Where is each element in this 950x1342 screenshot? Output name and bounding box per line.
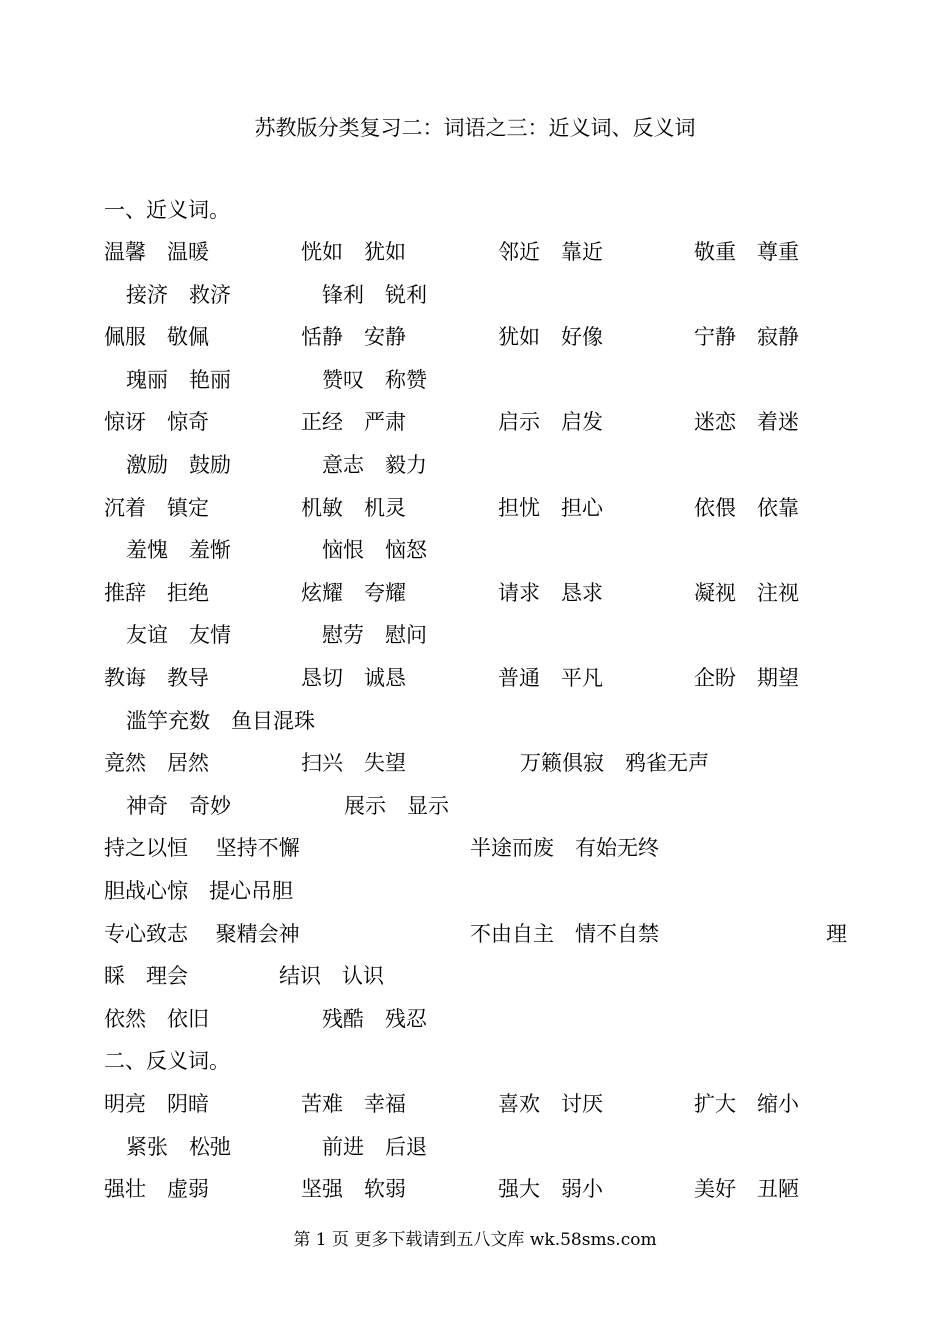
word-pair: 理 xyxy=(826,922,847,946)
word-pair: 恳切 诚恳 xyxy=(301,666,406,690)
word-pair: 友谊 友情 xyxy=(126,623,231,647)
word-pair: 企盼 期望 xyxy=(694,666,799,690)
word-pair: 睬 理会 xyxy=(104,964,188,988)
word-pair: 机敏 机灵 xyxy=(301,496,406,520)
word-pair: 赞叹 称赞 xyxy=(322,368,427,392)
word-pair: 请求 恳求 xyxy=(498,581,603,605)
word-pair: 持之以恒 坚持不懈 xyxy=(104,836,300,860)
word-pair: 苦难 幸福 xyxy=(301,1092,406,1116)
word-pair: 竟然 居然 xyxy=(104,751,209,775)
word-pair: 强壮 虚弱 xyxy=(104,1177,209,1201)
word-pair: 紧张 松弛 xyxy=(126,1135,231,1159)
word-pair: 美好 丑陋 xyxy=(694,1177,799,1201)
word-pair: 宁静 寂静 xyxy=(694,325,799,349)
word-pair: 敬重 尊重 xyxy=(694,240,799,264)
word-pair: 激励 鼓励 xyxy=(126,453,231,477)
word-pair: 坚强 软弱 xyxy=(301,1177,406,1201)
word-pair: 沉着 镇定 xyxy=(104,496,209,520)
word-pair: 邻近 靠近 xyxy=(498,240,603,264)
word-pair: 明亮 阴暗 xyxy=(104,1092,209,1116)
word-pair: 扫兴 失望 xyxy=(301,751,406,775)
word-pair: 不由自主 情不自禁 xyxy=(470,922,659,946)
word-pair: 依偎 依靠 xyxy=(694,496,799,520)
section-heading-synonyms: 一、近义词。 xyxy=(104,198,230,222)
word-pair: 意志 毅力 xyxy=(322,453,427,477)
word-pair: 凝视 注视 xyxy=(694,581,799,605)
word-pair: 依然 依旧 xyxy=(104,1007,209,1031)
word-pair: 残酷 残忍 xyxy=(322,1007,427,1031)
word-pair: 恼恨 恼怒 xyxy=(322,538,427,562)
section-heading-antonyms: 二、反义词。 xyxy=(104,1049,230,1073)
page-title: 苏教版分类复习二：词语之三：近义词、反义词 xyxy=(254,116,696,140)
word-pair: 推辞 拒绝 xyxy=(104,581,209,605)
word-pair: 恍如 犹如 xyxy=(301,240,406,264)
page-footer: 第 1 页 更多下载请到五八文库 wk.58sms.com xyxy=(293,1230,657,1250)
word-pair: 羞愧 羞惭 xyxy=(126,538,231,562)
word-pair: 接济 救济 xyxy=(126,283,231,307)
word-pair: 喜欢 讨厌 xyxy=(498,1092,603,1116)
word-pair: 普通 平凡 xyxy=(498,666,603,690)
word-pair: 结识 认识 xyxy=(279,964,384,988)
word-pair: 锋利 锐利 xyxy=(322,283,427,307)
word-pair: 扩大 缩小 xyxy=(694,1092,799,1116)
word-pair: 胆战心惊 提心吊胆 xyxy=(104,879,293,903)
word-pair: 迷恋 着迷 xyxy=(694,410,799,434)
word-pair: 前进 后退 xyxy=(322,1135,427,1159)
word-pair: 神奇 奇妙 xyxy=(126,794,231,818)
word-pair: 瑰丽 艳丽 xyxy=(126,368,231,392)
word-pair: 犹如 好像 xyxy=(498,325,603,349)
word-pair: 惊讶 惊奇 xyxy=(104,410,209,434)
word-pair: 炫耀 夸耀 xyxy=(301,581,406,605)
word-pair: 滥竽充数 鱼目混珠 xyxy=(126,709,315,733)
word-pair: 正经 严肃 xyxy=(301,410,406,434)
word-pair: 万籁俱寂 鸦雀无声 xyxy=(520,751,709,775)
word-pair: 慰劳 慰问 xyxy=(322,623,427,647)
word-pair: 温馨 温暖 xyxy=(104,240,209,264)
word-pair: 强大 弱小 xyxy=(498,1177,603,1201)
word-pair: 担忧 担心 xyxy=(498,496,603,520)
word-pair: 专心致志 聚精会神 xyxy=(104,922,300,946)
word-pair: 恬静 安静 xyxy=(301,325,406,349)
word-pair: 半途而废 有始无终 xyxy=(470,836,659,860)
word-pair: 教诲 教导 xyxy=(104,666,209,690)
word-pair: 佩服 敬佩 xyxy=(104,325,209,349)
word-pair: 启示 启发 xyxy=(498,410,603,434)
word-pair: 展示 显示 xyxy=(344,794,449,818)
